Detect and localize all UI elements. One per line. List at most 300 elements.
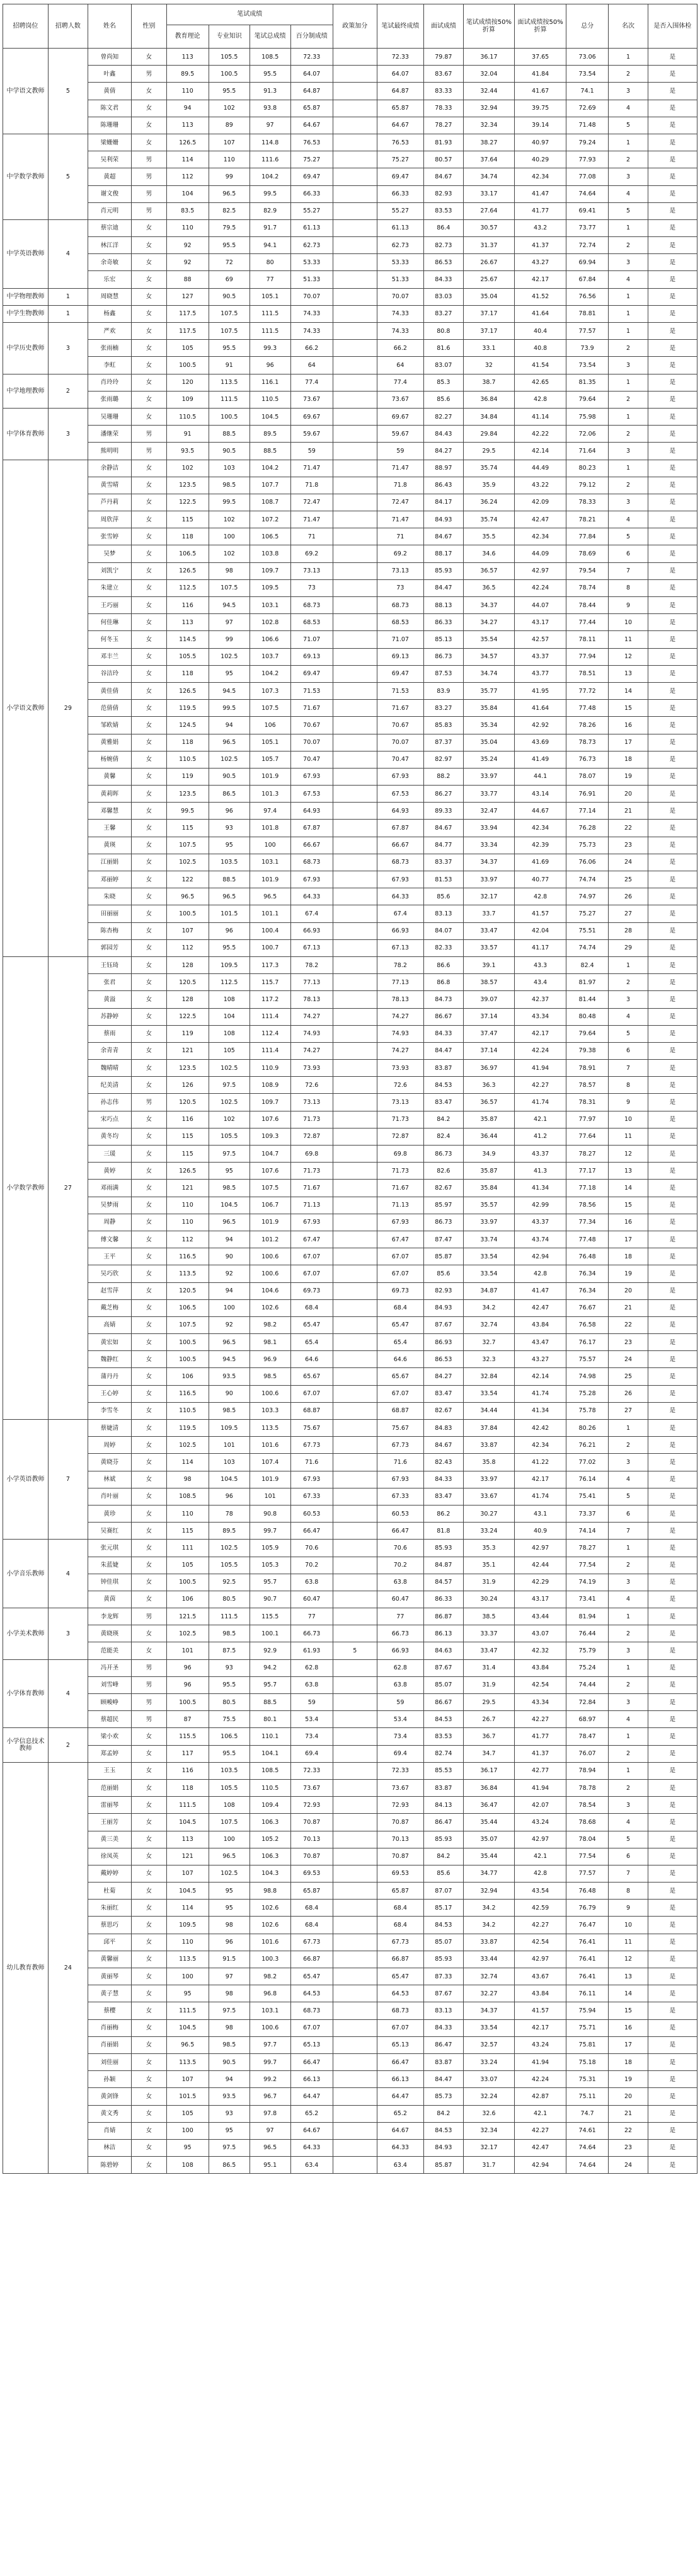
interview-cell: 82.74 (424, 1745, 463, 1762)
name-cell: 张雪婷 (88, 528, 132, 545)
total-cell: 78.54 (566, 1797, 608, 1814)
physical-cell: 是 (648, 460, 697, 477)
interview-50-cell: 43.84 (515, 1316, 566, 1333)
rank-cell: 7 (609, 1060, 648, 1077)
written-final-cell: 74.33 (377, 323, 424, 340)
gender-cell: 女 (132, 1917, 166, 1934)
hundred-cell: 69.47 (290, 168, 333, 185)
edu-theory-cell: 115.5 (166, 1728, 209, 1745)
total-cell: 78.07 (566, 768, 608, 785)
hundred-cell: 59 (290, 1694, 333, 1711)
name-cell: 李龙辉 (88, 1608, 132, 1625)
total-cell: 77.34 (566, 1214, 608, 1231)
table-row (3, 1711, 697, 1728)
written-final-cell: 65.87 (377, 1883, 424, 1900)
policy-bonus-cell (333, 905, 377, 922)
gender-cell: 女 (132, 511, 166, 528)
policy-bonus-cell (333, 854, 377, 871)
table-row (3, 700, 697, 717)
gender-cell: 男 (132, 1676, 166, 1693)
written-final-cell: 68.4 (377, 1900, 424, 1917)
edu-theory-cell: 102.5 (166, 1437, 209, 1454)
written-score-cell: 110.9 (250, 1060, 290, 1077)
gender-cell: 女 (132, 391, 166, 408)
rank-cell: 26 (609, 1385, 648, 1402)
name-cell: 杨婉倩 (88, 751, 132, 768)
total-cell: 73.54 (566, 66, 608, 83)
col-total: 总分 (566, 4, 608, 49)
gender-cell: 女 (132, 1985, 166, 2002)
hundred-cell: 72.47 (290, 494, 333, 511)
written-final-cell: 69.4 (377, 1745, 424, 1762)
name-cell: 冯开圣 (88, 1659, 132, 1676)
rank-cell: 3 (609, 357, 648, 374)
professional-cell: 102.5 (209, 751, 250, 768)
hundred-cell: 66.93 (290, 922, 333, 939)
physical-cell: 是 (648, 1368, 697, 1385)
total-cell: 76.34 (566, 1265, 608, 1282)
professional-cell: 98.5 (209, 1180, 250, 1197)
written-50-cell: 32 (463, 357, 515, 374)
table-row (3, 1437, 697, 1454)
gender-cell: 女 (132, 1540, 166, 1557)
total-cell: 72.69 (566, 100, 608, 117)
table-row (3, 648, 697, 665)
rank-cell: 8 (609, 579, 648, 596)
table-row (3, 1471, 697, 1488)
written-score-cell: 116.1 (250, 374, 290, 391)
gender-cell: 女 (132, 682, 166, 699)
rank-cell: 9 (609, 1900, 648, 1917)
name-cell: 范倩倩 (88, 700, 132, 717)
written-final-cell: 72.33 (377, 49, 424, 66)
written-final-cell: 74.27 (377, 1008, 424, 1025)
interview-50-cell: 43.4 (515, 974, 566, 991)
professional-cell: 102 (209, 100, 250, 117)
physical-cell: 是 (648, 631, 697, 648)
edu-theory-cell: 115 (166, 511, 209, 528)
physical-cell: 是 (648, 1334, 697, 1351)
interview-cell: 84.47 (424, 579, 463, 596)
written-50-cell: 33.54 (463, 1385, 515, 1402)
interview-50-cell: 41.34 (515, 1402, 566, 1419)
policy-bonus-cell (333, 1231, 377, 1248)
written-score-cell: 104.3 (250, 1865, 290, 1882)
interview-cell: 86.67 (424, 1008, 463, 1025)
edu-theory-cell: 126.5 (166, 562, 209, 579)
policy-bonus-cell (333, 117, 377, 134)
written-score-cell: 103.1 (250, 854, 290, 871)
written-final-cell: 72.6 (377, 1077, 424, 1094)
interview-cell: 86.47 (424, 2036, 463, 2053)
physical-cell: 是 (648, 1437, 697, 1454)
gender-cell: 女 (132, 1745, 166, 1762)
hundred-cell: 71.6 (290, 1454, 333, 1471)
table-row (3, 1831, 697, 1848)
name-cell: 曾尚知 (88, 49, 132, 66)
policy-bonus-cell (333, 460, 377, 477)
name-cell: 蒲丹丹 (88, 1368, 132, 1385)
written-final-cell: 62.73 (377, 237, 424, 254)
written-score-cell: 105.1 (250, 734, 290, 751)
total-cell: 76.48 (566, 1248, 608, 1265)
professional-cell: 107.5 (209, 305, 250, 322)
col-policy-bonus: 政策加分 (333, 4, 377, 49)
written-50-cell: 32.57 (463, 2036, 515, 2053)
name-cell: 三瑗 (88, 1146, 132, 1163)
table-row (3, 2088, 697, 2105)
physical-cell: 是 (648, 545, 697, 562)
written-final-cell: 63.4 (377, 2157, 424, 2174)
position-cell: 中学历史教师 (3, 323, 49, 374)
interview-cell: 83.67 (424, 66, 463, 83)
name-cell: 林洁 (88, 2139, 132, 2156)
total-cell: 73.9 (566, 340, 608, 357)
hundred-cell: 66.2 (290, 340, 333, 357)
name-cell: 黄茵 (88, 1591, 132, 1608)
edu-theory-cell: 100.5 (166, 1694, 209, 1711)
written-final-cell: 66.13 (377, 2071, 424, 2088)
written-50-cell: 35.74 (463, 511, 515, 528)
name-cell: 严欢 (88, 323, 132, 340)
written-score-cell: 101.6 (250, 1437, 290, 1454)
rank-cell: 22 (609, 820, 648, 837)
table-row (3, 185, 697, 202)
written-50-cell: 33.37 (463, 1625, 515, 1642)
name-cell: 王心婷 (88, 1385, 132, 1402)
professional-cell: 97 (209, 1968, 250, 1985)
written-50-cell: 36.3 (463, 1077, 515, 1094)
written-score-cell: 109.5 (250, 579, 290, 596)
professional-cell: 101.5 (209, 905, 250, 922)
name-cell: 黄雅娟 (88, 734, 132, 751)
rank-cell: 2 (609, 1557, 648, 1574)
written-score-cell: 101 (250, 1488, 290, 1505)
rank-cell: 1 (609, 374, 648, 391)
interview-50-cell: 39.75 (515, 100, 566, 117)
professional-cell: 107.5 (209, 1814, 250, 1831)
physical-cell: 是 (648, 1299, 697, 1316)
interview-50-cell: 40.29 (515, 151, 566, 168)
policy-bonus-cell (333, 528, 377, 545)
professional-cell: 92 (209, 1316, 250, 1333)
interview-50-cell: 42.92 (515, 717, 566, 734)
total-cell: 78.31 (566, 1094, 608, 1111)
interview-cell: 79.87 (424, 49, 463, 66)
gender-cell: 女 (132, 1385, 166, 1402)
total-cell: 79.38 (566, 1042, 608, 1059)
gender-cell: 女 (132, 768, 166, 785)
position-cell: 小学数学教师 (3, 956, 49, 1419)
written-score-cell: 100.6 (250, 1385, 290, 1402)
written-score-cell: 107.6 (250, 1163, 290, 1180)
policy-bonus-cell (333, 1625, 377, 1642)
total-cell: 77.64 (566, 1128, 608, 1145)
professional-cell: 88.5 (209, 426, 250, 443)
written-final-cell: 75.67 (377, 1420, 424, 1437)
physical-cell: 是 (648, 443, 697, 460)
name-cell: 陈文君 (88, 100, 132, 117)
edu-theory-cell: 100.5 (166, 1574, 209, 1591)
written-50-cell: 32.47 (463, 803, 515, 820)
interview-50-cell: 43.37 (515, 648, 566, 665)
professional-cell: 111.5 (209, 1608, 250, 1625)
written-50-cell: 34.84 (463, 408, 515, 425)
written-score-cell: 110.5 (250, 1779, 290, 1796)
physical-cell: 是 (648, 237, 697, 254)
interview-50-cell: 42.04 (515, 922, 566, 939)
gender-cell: 女 (132, 888, 166, 905)
table-row (3, 1951, 697, 1968)
professional-cell: 102.5 (209, 1865, 250, 1882)
table-row (3, 1676, 697, 1693)
edu-theory-cell: 114.5 (166, 631, 209, 648)
edu-theory-cell: 120 (166, 374, 209, 391)
hundred-cell: 67.93 (290, 1471, 333, 1488)
name-cell: 谷洁玲 (88, 665, 132, 682)
hundred-cell: 67.73 (290, 1437, 333, 1454)
written-score-cell: 100.6 (250, 1265, 290, 1282)
written-score-cell: 97 (250, 117, 290, 134)
written-score-cell: 103.3 (250, 1402, 290, 1419)
interview-50-cell: 43.84 (515, 1985, 566, 2002)
interview-50-cell: 42.34 (515, 820, 566, 837)
hundred-cell: 64.93 (290, 803, 333, 820)
policy-bonus-cell (333, 939, 377, 956)
edu-theory-cell: 116.5 (166, 1248, 209, 1265)
rank-cell: 4 (609, 271, 648, 288)
rank-cell: 3 (609, 1642, 648, 1659)
professional-cell: 95 (209, 1883, 250, 1900)
edu-theory-cell: 110.5 (166, 408, 209, 425)
gender-cell: 女 (132, 1368, 166, 1385)
edu-theory-cell: 106.5 (166, 1299, 209, 1316)
name-cell: 黄宏如 (88, 1334, 132, 1351)
rank-cell: 3 (609, 991, 648, 1008)
gender-cell: 女 (132, 648, 166, 665)
written-score-cell: 101.2 (250, 1231, 290, 1248)
interview-cell: 86.2 (424, 1505, 463, 1522)
policy-bonus-cell (333, 648, 377, 665)
written-score-cell: 90.8 (250, 1505, 290, 1522)
written-final-cell: 67.93 (377, 768, 424, 785)
name-cell: 吴巧欣 (88, 1265, 132, 1282)
written-50-cell: 33.1 (463, 340, 515, 357)
physical-cell: 是 (648, 1420, 697, 1437)
interview-50-cell: 42.27 (515, 1917, 566, 1934)
name-cell: 芦丹莉 (88, 494, 132, 511)
col-written-score: 笔试总成绩 (250, 25, 290, 49)
professional-cell: 91 (209, 357, 250, 374)
interview-50-cell: 41.77 (515, 1728, 566, 1745)
physical-cell: 是 (648, 1676, 697, 1693)
edu-theory-cell: 91 (166, 426, 209, 443)
written-final-cell: 75.27 (377, 151, 424, 168)
professional-cell: 103.5 (209, 1762, 250, 1779)
interview-50-cell: 42.34 (515, 1437, 566, 1454)
table-row (3, 1574, 697, 1591)
name-cell: 吴梦 (88, 545, 132, 562)
total-cell: 78.47 (566, 1728, 608, 1745)
written-score-cell: 100.3 (250, 1951, 290, 1968)
professional-cell: 90.5 (209, 443, 250, 460)
written-final-cell: 66.2 (377, 340, 424, 357)
edu-theory-cell: 112 (166, 939, 209, 956)
written-50-cell: 36.24 (463, 494, 515, 511)
name-cell: 朱建立 (88, 579, 132, 596)
interview-cell: 85.07 (424, 1676, 463, 1693)
table-row (3, 1402, 697, 1419)
edu-theory-cell: 109 (166, 391, 209, 408)
written-score-cell: 105.2 (250, 1831, 290, 1848)
professional-cell: 98.5 (209, 2036, 250, 2053)
rank-cell: 19 (609, 768, 648, 785)
professional-cell: 82.5 (209, 202, 250, 219)
policy-bonus-cell (333, 254, 377, 271)
policy-bonus-cell (333, 2122, 377, 2139)
hundred-cell: 73.67 (290, 1779, 333, 1796)
written-score-cell: 100.6 (250, 2019, 290, 2036)
interview-50-cell: 42.77 (515, 1762, 566, 1779)
policy-bonus-cell (333, 511, 377, 528)
written-score-cell: 108.5 (250, 49, 290, 66)
position-cell: 小学语文教师 (3, 460, 49, 956)
professional-cell: 104.5 (209, 1197, 250, 1214)
professional-cell: 86.5 (209, 786, 250, 803)
written-50-cell: 32.04 (463, 66, 515, 83)
interview-50-cell: 41.64 (515, 700, 566, 717)
gender-cell: 女 (132, 1848, 166, 1865)
written-50-cell: 35.54 (463, 631, 515, 648)
name-cell: 陈杏梅 (88, 922, 132, 939)
name-cell: 黄晓芬 (88, 1454, 132, 1471)
written-50-cell: 33.97 (463, 768, 515, 785)
written-final-cell: 73.67 (377, 391, 424, 408)
written-final-cell: 71.73 (377, 1111, 424, 1128)
rank-cell: 4 (609, 511, 648, 528)
edu-theory-cell: 92 (166, 237, 209, 254)
professional-cell: 94 (209, 2071, 250, 2088)
total-cell: 74.74 (566, 871, 608, 888)
interview-50-cell: 42.97 (515, 1951, 566, 1968)
gender-cell: 男 (132, 202, 166, 219)
professional-cell: 112.5 (209, 974, 250, 991)
interview-50-cell: 42.14 (515, 1368, 566, 1385)
gender-cell: 男 (132, 185, 166, 202)
gender-cell: 女 (132, 1779, 166, 1796)
policy-bonus-cell (333, 202, 377, 219)
interview-cell: 84.47 (424, 1042, 463, 1059)
rank-cell: 20 (609, 2088, 648, 2105)
rank-cell: 21 (609, 1299, 648, 1316)
physical-cell: 是 (648, 1848, 697, 1865)
rank-cell: 1 (609, 408, 648, 425)
total-cell: 76.47 (566, 1917, 608, 1934)
physical-cell: 是 (648, 803, 697, 820)
policy-bonus-cell (333, 2019, 377, 2036)
table-row (3, 1334, 697, 1351)
rank-cell: 16 (609, 2019, 648, 2036)
written-50-cell: 34.87 (463, 1282, 515, 1299)
interview-50-cell: 41.52 (515, 288, 566, 305)
written-50-cell: 34.77 (463, 1865, 515, 1882)
edu-theory-cell: 100 (166, 2122, 209, 2139)
gender-cell: 女 (132, 1042, 166, 1059)
interview-cell: 80.57 (424, 151, 463, 168)
col-written-group: 笔试成绩 (166, 4, 333, 25)
interview-cell: 87.67 (424, 1659, 463, 1676)
hundred-cell: 74.93 (290, 1025, 333, 1042)
gender-cell: 女 (132, 2105, 166, 2122)
written-50-cell: 33.94 (463, 820, 515, 837)
edu-theory-cell: 106 (166, 1591, 209, 1608)
interview-50-cell: 43.47 (515, 1334, 566, 1351)
written-50-cell: 37.84 (463, 1420, 515, 1437)
physical-cell: 是 (648, 391, 697, 408)
hundred-cell: 67.93 (290, 768, 333, 785)
interview-cell: 85.6 (424, 1265, 463, 1282)
professional-cell: 87.5 (209, 1642, 250, 1659)
written-final-cell: 67.87 (377, 820, 424, 837)
written-score-cell: 104.6 (250, 1282, 290, 1299)
name-cell: 肖丽娟 (88, 2036, 132, 2053)
hundred-cell: 78.13 (290, 991, 333, 1008)
interview-50-cell: 43.24 (515, 1814, 566, 1831)
written-score-cell: 99.5 (250, 185, 290, 202)
table-row (3, 340, 697, 357)
hundred-cell: 68.4 (290, 1299, 333, 1316)
hundred-cell: 67.73 (290, 1934, 333, 1951)
total-cell: 78.94 (566, 1762, 608, 1779)
written-final-cell: 67.93 (377, 871, 424, 888)
policy-bonus-cell (333, 1094, 377, 1111)
table-row (3, 2139, 697, 2156)
written-final-cell: 69.8 (377, 1146, 424, 1163)
hundred-cell: 68.73 (290, 854, 333, 871)
written-score-cell: 82.9 (250, 202, 290, 219)
interview-50-cell: 41.94 (515, 1779, 566, 1796)
total-cell: 76.34 (566, 1282, 608, 1299)
table-row (3, 1540, 697, 1557)
written-final-cell: 70.2 (377, 1557, 424, 1574)
edu-theory-cell: 117.5 (166, 305, 209, 322)
rank-cell: 6 (609, 545, 648, 562)
edu-theory-cell: 111.5 (166, 2002, 209, 2019)
edu-theory-cell: 94 (166, 100, 209, 117)
professional-cell: 72 (209, 254, 250, 271)
gender-cell: 女 (132, 2053, 166, 2070)
rank-cell: 1 (609, 49, 648, 66)
physical-cell: 是 (648, 905, 697, 922)
rank-cell: 11 (609, 631, 648, 648)
rank-cell: 18 (609, 1248, 648, 1265)
professional-cell: 94 (209, 1282, 250, 1299)
physical-cell: 是 (648, 1608, 697, 1625)
total-cell: 81.35 (566, 374, 608, 391)
edu-theory-cell: 123.5 (166, 477, 209, 494)
interview-cell: 82.67 (424, 1180, 463, 1197)
hundred-cell: 77.4 (290, 374, 333, 391)
professional-cell: 103.5 (209, 854, 250, 871)
name-cell: 范能美 (88, 1642, 132, 1659)
interview-50-cell: 43.3 (515, 956, 566, 973)
table-row (3, 134, 697, 151)
hundred-cell: 63.8 (290, 1676, 333, 1693)
interview-cell: 84.53 (424, 2122, 463, 2139)
table-row (3, 1214, 697, 1231)
total-cell: 76.17 (566, 1334, 608, 1351)
interview-50-cell: 42.8 (515, 1865, 566, 1882)
